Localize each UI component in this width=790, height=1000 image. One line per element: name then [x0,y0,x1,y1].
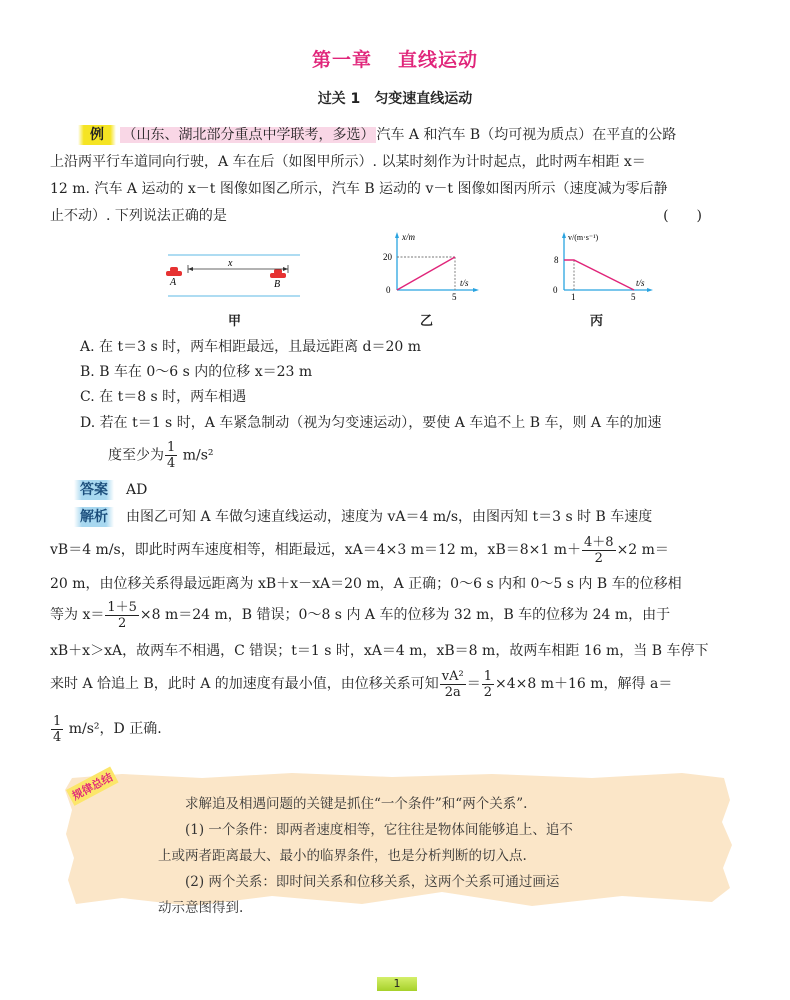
frac-den: 2a [444,684,461,700]
question-line-1 [50,125,750,145]
origin-label: 0 [386,285,391,295]
analysis-text-6a: 来时 A 恰追上 B，此时 A 的加速度有最小值，由位移关系可知 [50,676,439,692]
option-d-line-2 [108,440,790,471]
analysis-line-3: 20 m，由位移关系得最远距离为 xB＋x－xA＝20 m，A 正确；0～6 s 内和 0～5 s 内 B 车的位移相 [50,576,682,592]
example-tag: 例 [78,125,116,145]
frac-den: 2 [483,684,492,700]
question-line-3: 12 m. 汽车 A 运动的 x－t 图像如图乙所示，汽车 B 运动的 v－t 图像如图丙所示（速度减为零后静 [50,181,668,197]
figure-jia-caption: 甲 [228,314,242,329]
y-axis-label: v/(m·s⁻¹) [568,233,599,242]
option-c: C. 在 t＝8 s 时，两车相遇 [80,389,247,405]
fraction-va2-over-2a [440,669,466,700]
frac-den: 2 [594,550,603,566]
section-title [0,88,790,108]
question-text-4: 止不动）. 下列说法正确的是 [50,208,227,224]
summary-tag: 规律总结 [66,767,119,806]
y-axis-label: x/m [402,232,415,242]
fraction-one-quarter [165,440,177,471]
vt-line [564,260,634,290]
option-d-unit: m/s² [182,447,214,464]
analysis-text-2a: vB＝4 m/s，即此时两车速度相等，相距最远，xA＝4×3 m＝12 m，xB＝8×1 m＋ [50,542,582,558]
analysis-line-2 [50,533,750,567]
summary-p1: 求解追及相遇问题的关键是抓住“一个条件”和“两个关系”. [185,796,528,812]
analysis-line-6 [50,666,750,702]
frac-num: 1 [53,713,62,729]
x-axis-label: t/s [636,278,645,288]
figure-jia [160,245,310,305]
answer-value: AD [126,482,148,498]
section-name: 匀变速直线运动 [374,91,473,107]
frac-num: vA² [441,668,464,684]
fraction-one-half [482,669,494,700]
frac-num: 1 [483,668,492,684]
frac-num: 1＋5 [107,599,137,615]
equals-sign: ＝ [466,676,481,692]
summary-p3-line2: 动示意图得到. [158,900,244,916]
option-d-line-1: D. 若在 t＝1 s 时，A 车紧急制动（视为匀变速运动），要使 A 车追不上 B 车，则 A 车的加速 [80,415,662,431]
figure-bing-caption: 丙 [590,314,604,329]
analysis-tag: 解析 [74,507,114,527]
analysis-text-2b: ×2 m＝ [616,542,669,558]
x-tick-5: 5 [452,292,457,302]
summary-p3-line1: (2) 两个关系：即时间关系和位移关系，这两个关系可通过画运 [185,874,560,890]
analysis-line-7 [50,712,750,746]
section-label: 过关 1 [317,91,361,107]
origin-label: 0 [553,285,558,295]
question-line-4 [50,206,750,226]
answer-blank: ( ) [663,208,702,224]
option-b: B. B 车在 0～6 s 内的位移 x＝23 m [80,364,313,380]
analysis-text-1: 由图乙可知 A 车做匀速直线运动，速度为 vA＝4 m/s，由图丙知 t＝3 s 时 B 车速度 [126,509,653,525]
question-source: （山东、湖北部分重点中学联考，多选） [122,127,375,143]
question-text-1: 汽车 A 和汽车 B（均可视为质点）在平直的公路 [376,127,677,143]
y-tick-8: 8 [554,255,559,265]
analysis-text-4b: ×8 m＝24 m，B 错误；0～8 s 内 A 车的位移为 32 m，B 车的位移为 24 m，由于 [139,607,671,623]
chapter-title [0,45,790,72]
frac-num: 4＋8 [584,534,614,550]
frac-den: 4 [53,729,62,745]
frac-den: 4 [167,456,176,471]
x-axis-label: t/s [460,278,469,288]
analysis-line-4 [50,598,750,632]
label-a: A [170,277,177,288]
frac-num: 1 [167,440,176,455]
frac-den: 2 [117,615,127,631]
analysis-text-4a: 等为 x＝ [50,607,105,623]
xt-line [397,257,455,290]
answer-line [74,480,774,500]
x-tick-5: 5 [631,292,636,302]
analysis-line-1 [74,507,774,527]
analysis-text-6b: ×4×8 m＋16 m，解得 a＝ [495,676,673,692]
y-tick-20: 20 [383,252,392,262]
analysis-text-7b: m/s²，D 正确. [68,721,162,737]
chapter-label: 第一章 [311,49,372,71]
question-line-2: 上沿两平行车道同向行驶，A 车在后（如图甲所示）. 以某时刻作为计时起点，此时两车相距 x＝ [50,154,646,170]
figure-yi [380,228,480,308]
figure-bing [550,228,655,308]
fraction-one-quarter [51,714,63,745]
summary-p2-line2: 上或两者距离最大、最小的临界条件，也是分析判断的切入点. [158,848,527,864]
option-d-prefix: 度至少为 [108,447,164,464]
fraction-4plus8-over-2 [582,535,616,566]
car-a-icon [166,267,182,276]
label-b: B [274,279,281,290]
analysis-line-5: xB＋x＞xA，故两车不相遇，C 错误；t＝1 s 时，xA＝4 m，xB＝8 m，故两车相距 16 m，当 B 车停下 [50,643,709,659]
summary-p2-line1: (1) 一个条件：即两者速度相等，它往往是物体间能够追上、追不 [185,822,573,838]
figure-yi-caption: 乙 [420,314,434,329]
x-tick-1: 1 [571,292,576,302]
page-number: 1 [377,977,417,991]
fraction-1plus5-over-2 [105,600,139,631]
label-x: x [228,258,233,269]
option-a: A. 在 t＝3 s 时，两车相距最远，且最远距离 d＝20 m [80,339,422,355]
answer-tag: 答案 [74,480,114,500]
chapter-name: 直线运动 [398,49,479,71]
